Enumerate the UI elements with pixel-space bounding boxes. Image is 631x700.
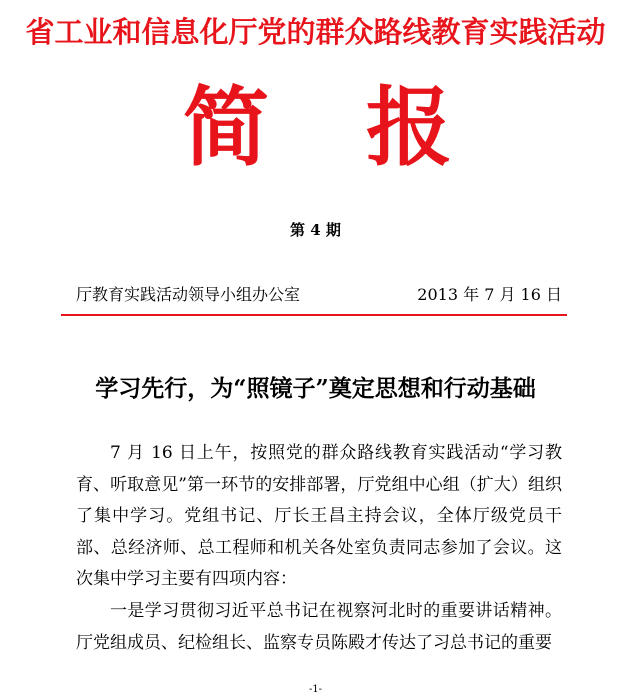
article-paragraph-1: 7 月 16 日上午，按照党的群众路线教育实践活动“学习教育、听取意见”第一环节的安排部署，厅党组中心组（扩大）组织了集中学习。党组书记、厅长王昌主持会议，全体厅级党员干部、总经济师、总工程师和机关各处室负责同志参加了会议。这次集中学习主要有四项内容：: [76, 443, 562, 589]
issue-number: 第 4 期: [290, 221, 341, 239]
article-title: 学习先行，为“照镜子”奠定思想和行动基础: [95, 375, 536, 402]
issue-date: 2013 年 7 月 16 日: [417, 285, 562, 304]
issuing-office: 厅教育实践活动领导小组办公室: [76, 285, 301, 304]
bulletin-title-char-2: 报: [366, 77, 452, 178]
meta-row: [76, 282, 562, 306]
header-organization: 省工业和信息化厅党的群众路线教育实践活动: [25, 15, 606, 49]
page-number: -1-: [308, 684, 323, 695]
red-divider-line: [61, 314, 567, 316]
article-paragraph-2: 一是学习贯彻习近平总书记在视察河北时的重要讲话精神。厅党组成员、纪检组长、监察专员陈殿才传达了习总书记的重要: [76, 601, 562, 653]
bulletin-title-char-1: 简: [183, 77, 269, 178]
bulletin-title: [0, 78, 631, 188]
